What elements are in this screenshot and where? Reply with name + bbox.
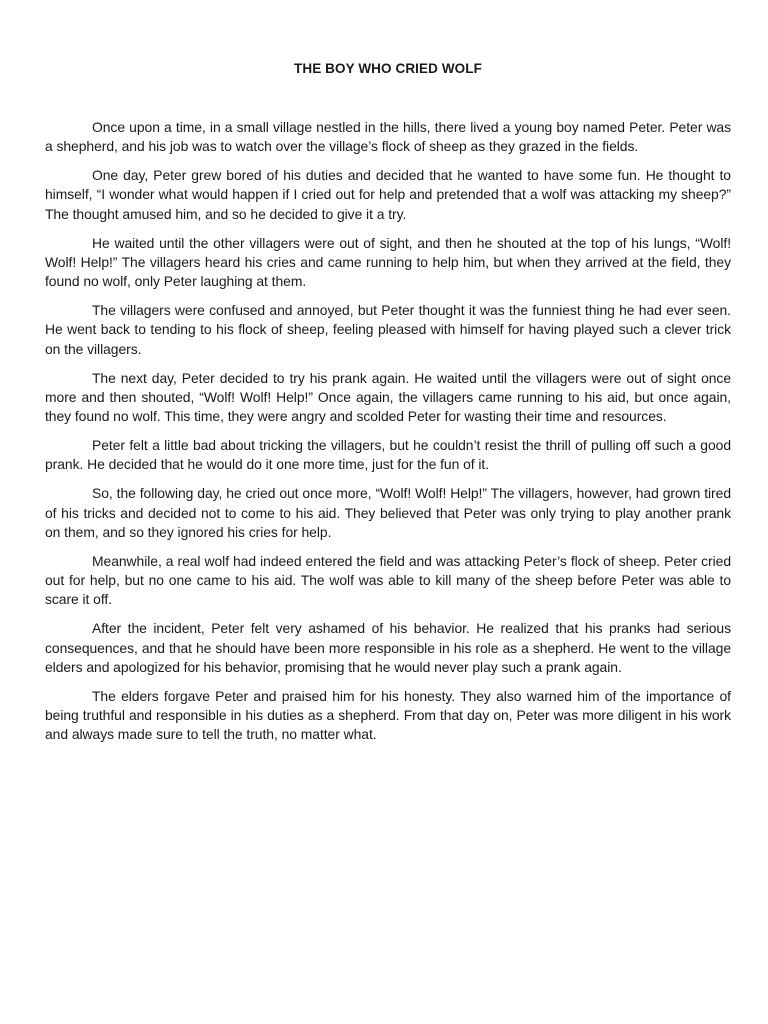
paragraph-10: The elders forgave Peter and praised him for his honesty. They also warned him of the importance of being truthful and responsible in his duties as a shepherd. From that day on, Peter was more diligent in his work and always made sure to tell the truth, no matter what. [45,687,731,743]
paragraph-9: After the incident, Peter felt very ashamed of his behavior. He realized that his pranks had serious consequences, and that he should have been more responsible in his role as a shepherd. He went to the village elders and apologized for his behavior, promising that he would never play such a prank again. [45,620,731,675]
document-title: THE BOY WHO CRIED WOLF [294,61,482,76]
paragraph-4: The villagers were confused and annoyed, but Peter thought it was the funniest thing he had ever seen. He went back to tending to his flock of sheep, feeling pleased with himself for having played such a clever trick on the villagers. [45,302,731,357]
paragraph-1: Once upon a time, in a small village nestled in the hills, there lived a young boy named Peter. Peter was a shepherd, and his job was to watch over the village’s flock of sheep as they grazed in the fields. [45,119,731,155]
paragraph-7: So, the following day, he cried out once more, “Wolf! Wolf! Help!” The villagers, however, had grown tired of his tricks and decided not to come to his aid. They believed that Peter was only trying to play another prank on them, and so they ignored his cries for help. [45,485,731,540]
paragraph-3: He waited until the other villagers were out of sight, and then he shouted at the top of his lungs, “Wolf! Wolf! Help!” The villagers heard his cries and came running to help him, but when they arrived at the field, they found no wolf, only Peter laughing at them. [45,234,731,290]
paragraph-5: The next day, Peter decided to try his prank again. He waited until the villagers were out of sight once more and then shouted, “Wolf! Wolf! Help!” Once again, the villagers came running to his aid, but once again, they found no wolf. This time, they were angry and scolded Peter for wasting their time and resources. [45,369,731,425]
document-page [45,60,731,754]
paragraph-6: Peter felt a little bad about tricking the villagers, but he couldn’t resist the thrill of pulling off such a good prank. He decided that he would do it one more time, just for the fun of it. [45,437,731,473]
paragraph-2: One day, Peter grew bored of his duties and decided that he wanted to have some fun. He thought to himself, “I wonder what would happen if I cried out for help and pretended that a wolf was attacking my sheep?” The thought amused him, and so he decided to give it a try. [45,167,731,222]
paragraph-8: Meanwhile, a real wolf had indeed entered the field and was attacking Peter’s flock of sheep. Peter cried out for help, but no one came to his aid. The wolf was able to kill many of the sheep before Peter was able to scare it off. [45,552,731,608]
